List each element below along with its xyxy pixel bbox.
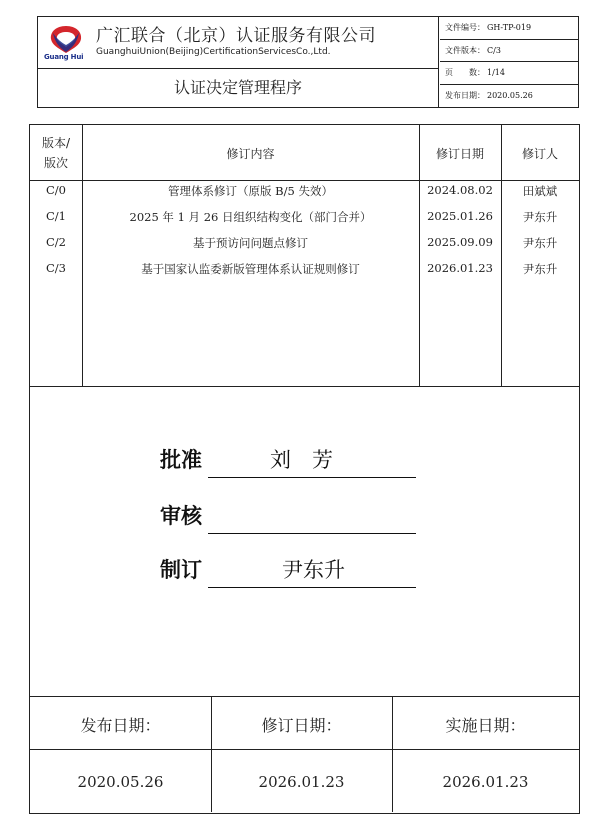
row-reviser: 尹东升: [522, 236, 558, 250]
signature-area: [30, 388, 579, 696]
header-date: 修订日期: [435, 147, 484, 161]
row-date: 2025.01.26: [427, 209, 493, 223]
header-version-line1: 版本/: [41, 136, 71, 150]
review-label: 审核: [160, 504, 202, 528]
meta-value: GH-TP-019: [487, 23, 532, 32]
revision-table-header: [30, 125, 579, 181]
header-left: [38, 17, 439, 107]
document-header: [37, 16, 579, 108]
row-content: 管理体系修订（原版 B/5 失效）: [168, 184, 333, 198]
draft-underline: [208, 587, 416, 588]
company-name-en: GuanghuiUnion(Beijing)CertificationServicesCo.,Ltd.: [96, 47, 331, 57]
draft-label: 制订: [160, 558, 202, 582]
header-version: [30, 133, 82, 173]
approve-signature: [160, 438, 420, 478]
approve-underline: [208, 477, 416, 478]
document-meta: [440, 17, 579, 107]
revision-form: [29, 124, 580, 814]
row-content: 基于预访问问题点修订: [193, 236, 308, 250]
revise-date-value: 2026.01.23: [258, 773, 345, 791]
meta-label: 文件版本：: [445, 45, 485, 55]
row-version: C/3: [46, 261, 66, 275]
header-reviser: 修订人: [521, 147, 558, 161]
document-title: 认证决定管理程序: [173, 78, 302, 97]
row-date: 2026.01.23: [427, 261, 493, 275]
header-version-line2: 版次: [43, 156, 68, 170]
publish-date-value: 2020.05.26: [77, 773, 164, 791]
row-date: 2024.08.02: [427, 183, 493, 197]
revision-table-body: [30, 181, 579, 387]
review-signature: [160, 494, 420, 534]
header-content: 修订内容: [226, 147, 275, 161]
review-underline: [208, 533, 416, 534]
effective-date-value: 2026.01.23: [442, 773, 529, 791]
meta-page-count: [440, 62, 579, 85]
approve-label: 批准: [160, 448, 202, 472]
row-version: C/0: [46, 183, 66, 197]
row-version: C/2: [46, 235, 66, 249]
meta-value: 2020.05.26: [487, 90, 533, 100]
row-reviser: 田斌斌: [522, 184, 558, 198]
row-content: 基于国家认监委新版管理体系认证规则修订: [141, 262, 360, 276]
meta-doc-version: [440, 40, 579, 63]
meta-value: 1/14: [487, 68, 505, 77]
approve-name: 刘 芳: [270, 448, 333, 472]
row-content: 2025 年 1 月 26 日组织结构变化（部门合并）: [129, 210, 372, 224]
row-reviser: 尹东升: [522, 262, 558, 276]
meta-value: C/3: [487, 45, 501, 55]
meta-label: 文件编号：: [445, 23, 485, 32]
meta-label: 页 数：: [445, 68, 485, 77]
logo-text: Guang Hui: [44, 53, 84, 61]
meta-label: 发布日期：: [445, 90, 485, 100]
row-date: 2025.09.09: [427, 235, 493, 249]
row-version: C/1: [46, 209, 66, 223]
row-reviser: 尹东升: [522, 210, 558, 224]
revise-date-label: 修订日期：: [261, 716, 342, 735]
meta-publish-date: [440, 85, 579, 108]
company-name-cn: 广汇联合（北京）认证服务有限公司: [96, 26, 376, 46]
publish-date-label: 发布日期：: [80, 716, 161, 735]
meta-doc-number: [440, 17, 579, 40]
company-block: [38, 17, 438, 69]
effective-date-label: 实施日期：: [445, 716, 526, 735]
draft-name: 尹东升: [282, 558, 345, 582]
draft-signature: [160, 548, 420, 588]
date-section: [30, 696, 579, 813]
